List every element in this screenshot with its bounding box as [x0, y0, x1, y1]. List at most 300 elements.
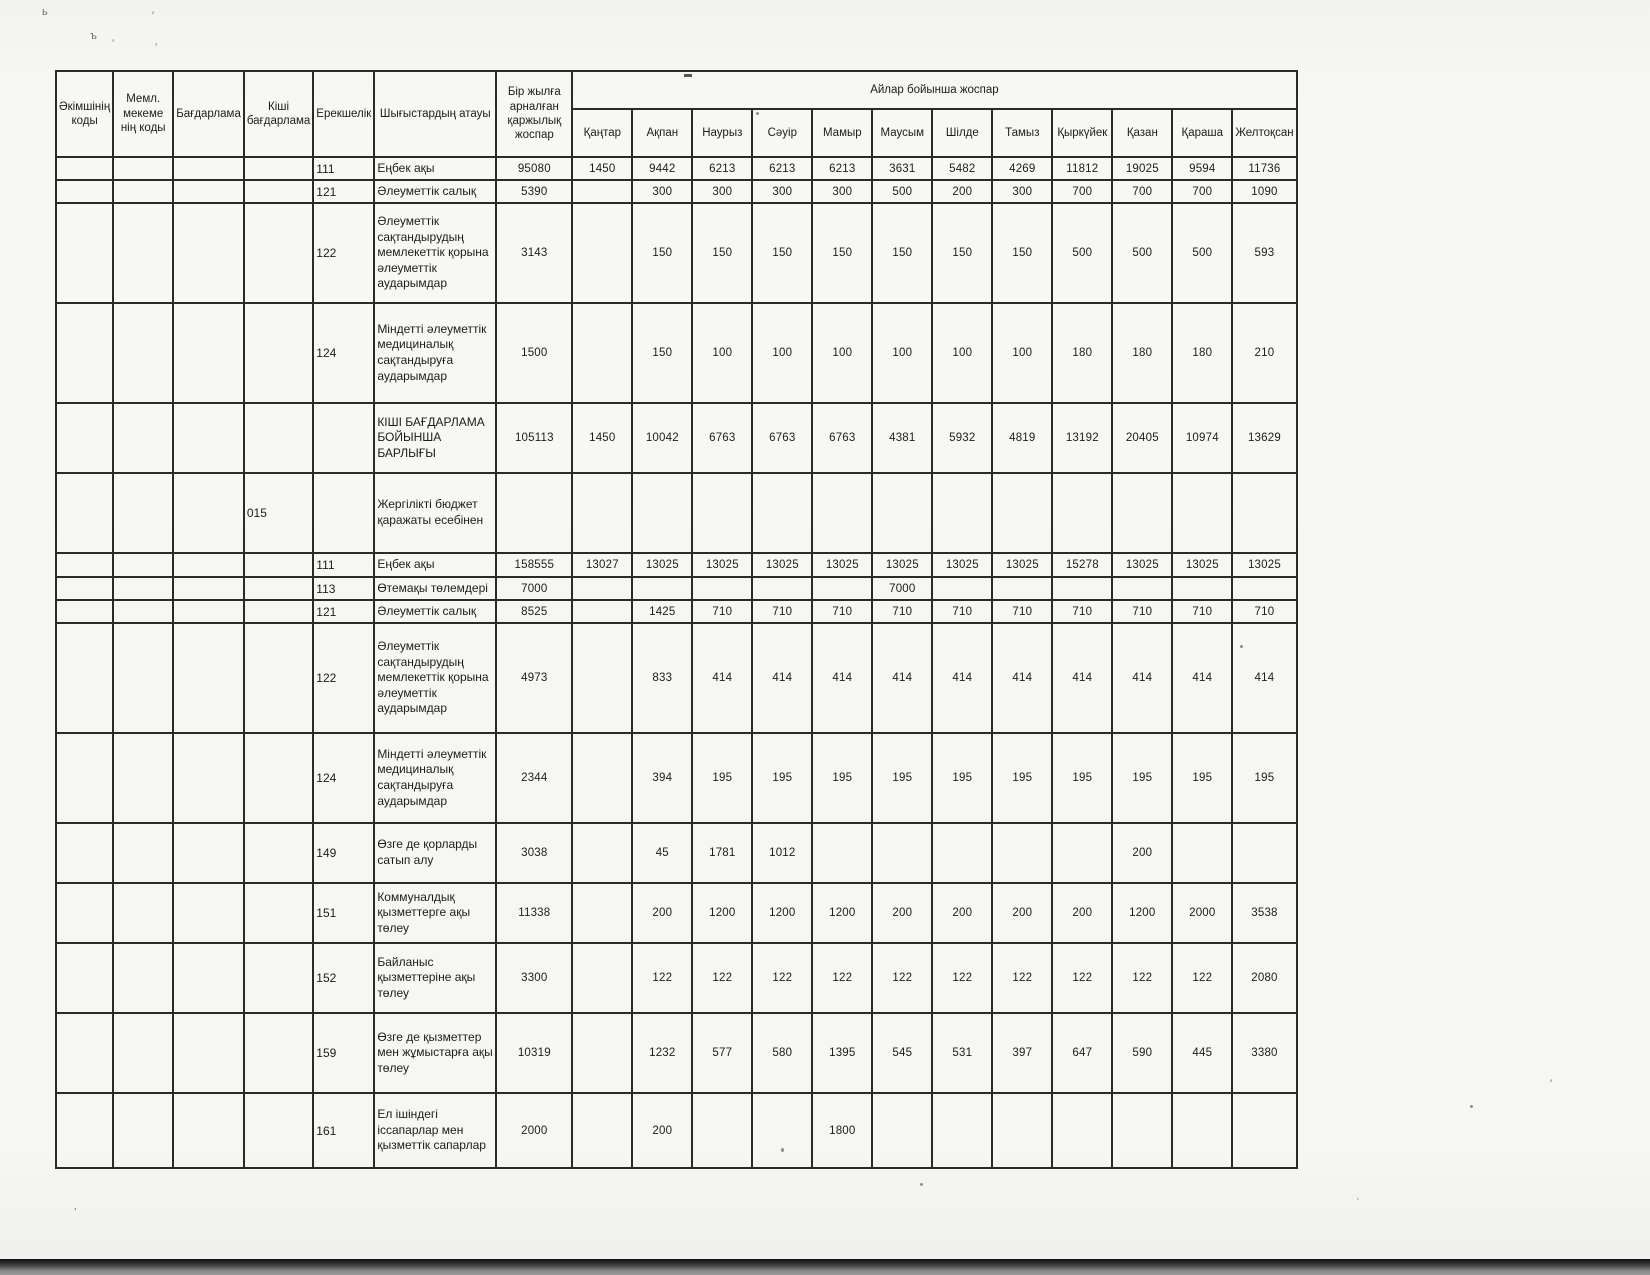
cell-month-value: 700 — [1172, 180, 1232, 203]
cell-annual-plan: 2000 — [496, 1093, 572, 1168]
cell-institution-code — [113, 180, 173, 203]
cell-specificity: 121 — [313, 180, 374, 203]
cell-admin-code — [56, 553, 113, 577]
cell-month-value: 180 — [1052, 303, 1112, 403]
table-row — [56, 883, 1297, 943]
cell-month-value: 300 — [632, 180, 692, 203]
cell-month-value: 414 — [932, 623, 992, 733]
cell-month-value: 122 — [1112, 943, 1172, 1013]
scan-artifact: ʻ — [155, 42, 158, 54]
cell-month-value: 6763 — [692, 403, 752, 473]
cell-month-value: 6213 — [692, 157, 752, 180]
cell-program — [173, 823, 244, 883]
cell-month-value: 414 — [1112, 623, 1172, 733]
cell-month-value: 200 — [1112, 823, 1172, 883]
scan-artifact: ь — [42, 6, 48, 18]
cell-month-value: 122 — [992, 943, 1052, 1013]
cell-month-value: 195 — [1172, 733, 1232, 823]
cell-month-value — [1172, 823, 1232, 883]
cell-month-value: 1395 — [812, 1013, 872, 1093]
cell-subprogram — [244, 1013, 313, 1093]
cell-month-value: 200 — [872, 883, 932, 943]
cell-month-value — [872, 473, 932, 553]
cell-month-value: 2080 — [1232, 943, 1296, 1013]
cell-subprogram — [244, 303, 313, 403]
cell-month-value — [572, 883, 632, 943]
cell-month-value: 150 — [812, 203, 872, 303]
cell-month-value — [992, 473, 1052, 553]
column-group-header-months: Айлар бойынша жоспар — [572, 71, 1296, 109]
cell-institution-code — [113, 623, 173, 733]
cell-month-value: 710 — [872, 600, 932, 623]
cell-annual-plan: 5390 — [496, 180, 572, 203]
cell-expense-name: Өзге де қорларды сатып алу — [374, 823, 496, 883]
cell-month-value: 414 — [1172, 623, 1232, 733]
cell-month-value — [932, 1093, 992, 1168]
cell-specificity: 151 — [313, 883, 374, 943]
cell-program — [173, 157, 244, 180]
cell-institution-code — [113, 403, 173, 473]
cell-annual-plan: 3300 — [496, 943, 572, 1013]
cell-subprogram — [244, 553, 313, 577]
cell-expense-name: Өтемақы төлемдері — [374, 577, 496, 600]
cell-expense-name: Әлеуметтік салық — [374, 600, 496, 623]
cell-month-value: 1200 — [1112, 883, 1172, 943]
cell-month-value: 122 — [632, 943, 692, 1013]
cell-admin-code — [56, 600, 113, 623]
cell-specificity: 113 — [313, 577, 374, 600]
column-header-admin-code: Әкімшінің коды — [56, 71, 113, 157]
cell-month-value — [1172, 1093, 1232, 1168]
cell-admin-code — [56, 623, 113, 733]
cell-month-value: 122 — [1052, 943, 1112, 1013]
header-row-top — [56, 71, 1297, 109]
cell-month-value — [752, 473, 812, 553]
cell-month-value: 4269 — [992, 157, 1052, 180]
cell-month-value: 1200 — [692, 883, 752, 943]
cell-month-value: 100 — [812, 303, 872, 403]
cell-subprogram — [244, 157, 313, 180]
cell-month-value: 200 — [992, 883, 1052, 943]
cell-month-value — [1172, 577, 1232, 600]
cell-month-value: 300 — [992, 180, 1052, 203]
cell-month-value: 195 — [992, 733, 1052, 823]
cell-month-value: 4819 — [992, 403, 1052, 473]
cell-month-value — [1232, 823, 1296, 883]
table-row — [56, 473, 1297, 553]
month-header: Желтоқсан — [1232, 109, 1296, 157]
cell-annual-plan: 7000 — [496, 577, 572, 600]
cell-month-value: 11812 — [1052, 157, 1112, 180]
cell-subprogram — [244, 823, 313, 883]
cell-month-value: 13027 — [572, 553, 632, 577]
cell-subprogram — [244, 180, 313, 203]
scan-artifact: ‚ — [74, 1200, 77, 1212]
cell-month-value — [572, 577, 632, 600]
cell-admin-code — [56, 733, 113, 823]
cell-specificity: 149 — [313, 823, 374, 883]
cell-month-value: 210 — [1232, 303, 1296, 403]
cell-month-value — [752, 577, 812, 600]
cell-month-value: 710 — [692, 600, 752, 623]
cell-admin-code — [56, 883, 113, 943]
cell-expense-name: Жергілікті бюджет қаражаты есебінен — [374, 473, 496, 553]
column-header-expense-name: Шығыстардың атауы — [374, 71, 496, 157]
cell-month-value: 500 — [872, 180, 932, 203]
cell-month-value: 13025 — [872, 553, 932, 577]
cell-subprogram — [244, 883, 313, 943]
cell-month-value: 710 — [932, 600, 992, 623]
cell-month-value: 200 — [932, 180, 992, 203]
cell-annual-plan: 105113 — [496, 403, 572, 473]
cell-month-value: 13192 — [1052, 403, 1112, 473]
cell-subprogram — [244, 577, 313, 600]
cell-program — [173, 1093, 244, 1168]
cell-month-value: 1425 — [632, 600, 692, 623]
cell-month-value: 200 — [1052, 883, 1112, 943]
column-header-annual-plan: Бір жылға арналған қаржылық жоспар — [496, 71, 572, 157]
cell-month-value: 195 — [812, 733, 872, 823]
cell-specificity: 124 — [313, 303, 374, 403]
scan-artifact: · — [1356, 1193, 1360, 1205]
cell-month-value — [572, 180, 632, 203]
cell-month-value: 100 — [992, 303, 1052, 403]
cell-month-value — [572, 303, 632, 403]
cell-institution-code — [113, 943, 173, 1013]
cell-month-value: 195 — [1112, 733, 1172, 823]
cell-month-value: 700 — [1112, 180, 1172, 203]
cell-month-value: 414 — [752, 623, 812, 733]
cell-month-value — [1232, 577, 1296, 600]
cell-annual-plan — [496, 473, 572, 553]
column-header-program: Бағдарлама — [173, 71, 244, 157]
cell-program — [173, 1013, 244, 1093]
month-header: Маусым — [872, 109, 932, 157]
cell-month-value: 593 — [1232, 203, 1296, 303]
cell-month-value — [752, 1093, 812, 1168]
cell-month-value: 4381 — [872, 403, 932, 473]
table-row — [56, 303, 1297, 403]
cell-institution-code — [113, 157, 173, 180]
cell-month-value — [572, 733, 632, 823]
cell-expense-name: Еңбек ақы — [374, 553, 496, 577]
cell-expense-name: Міндетті әлеуметтік медициналық сақтандыруға аударымдар — [374, 303, 496, 403]
cell-month-value: 710 — [1052, 600, 1112, 623]
cell-month-value — [692, 577, 752, 600]
cell-month-value: 13025 — [992, 553, 1052, 577]
cell-month-value: 710 — [752, 600, 812, 623]
cell-month-value: 100 — [692, 303, 752, 403]
table-row — [56, 823, 1297, 883]
cell-expense-name: Әлеуметтік салық — [374, 180, 496, 203]
cell-annual-plan: 95080 — [496, 157, 572, 180]
cell-month-value: 1200 — [752, 883, 812, 943]
cell-institution-code — [113, 303, 173, 403]
table-row — [56, 623, 1297, 733]
cell-month-value: 3538 — [1232, 883, 1296, 943]
cell-institution-code — [113, 883, 173, 943]
cell-month-value: 100 — [752, 303, 812, 403]
cell-month-value: 195 — [1052, 733, 1112, 823]
cell-month-value: 414 — [1232, 623, 1296, 733]
month-header: Қараша — [1172, 109, 1232, 157]
cell-month-value — [932, 823, 992, 883]
cell-month-value: 2000 — [1172, 883, 1232, 943]
cell-subprogram — [244, 623, 313, 733]
cell-month-value: 13025 — [812, 553, 872, 577]
cell-month-value: 195 — [752, 733, 812, 823]
table-row — [56, 1093, 1297, 1168]
cell-program — [173, 473, 244, 553]
cell-specificity: 121 — [313, 600, 374, 623]
cell-specificity: 161 — [313, 1093, 374, 1168]
cell-month-value: 445 — [1172, 1013, 1232, 1093]
cell-month-value: 19025 — [1112, 157, 1172, 180]
cell-month-value — [572, 1093, 632, 1168]
scan-artifact — [920, 1183, 923, 1186]
cell-month-value: 500 — [1052, 203, 1112, 303]
column-header-specificity: Ерекшелік — [313, 71, 374, 157]
cell-month-value: 710 — [1172, 600, 1232, 623]
cell-month-value — [1112, 577, 1172, 600]
cell-month-value — [572, 623, 632, 733]
cell-program — [173, 403, 244, 473]
cell-subprogram — [244, 203, 313, 303]
cell-institution-code — [113, 600, 173, 623]
cell-month-value — [872, 1093, 932, 1168]
cell-institution-code — [113, 203, 173, 303]
cell-expense-name: Өзге де қызметтер мен жұмыстарға ақы төлеу — [374, 1013, 496, 1093]
cell-month-value — [992, 1093, 1052, 1168]
month-header: Наурыз — [692, 109, 752, 157]
cell-month-value: 414 — [812, 623, 872, 733]
cell-month-value — [1232, 1093, 1296, 1168]
cell-expense-name: Әлеуметтік сақтандырудың мемлекеттік қорына әлеуметтік аударымдар — [374, 623, 496, 733]
cell-annual-plan: 10319 — [496, 1013, 572, 1093]
cell-program — [173, 303, 244, 403]
column-header-institution-code: Мемл. мекеме нің коды — [113, 71, 173, 157]
cell-month-value: 414 — [1052, 623, 1112, 733]
cell-month-value — [572, 203, 632, 303]
scan-artifact: ʻ — [112, 38, 115, 50]
cell-month-value: 647 — [1052, 1013, 1112, 1093]
cell-month-value — [872, 823, 932, 883]
cell-month-value: 200 — [632, 883, 692, 943]
cell-month-value: 13025 — [1112, 553, 1172, 577]
month-header: Қыркүйек — [1052, 109, 1112, 157]
cell-month-value: 833 — [632, 623, 692, 733]
cell-month-value: 710 — [812, 600, 872, 623]
cell-month-value — [692, 473, 752, 553]
scanner-edge-strip — [0, 1259, 1650, 1275]
cell-subprogram: 015 — [244, 473, 313, 553]
cell-month-value: 1232 — [632, 1013, 692, 1093]
cell-month-value — [632, 473, 692, 553]
cell-month-value: 195 — [692, 733, 752, 823]
cell-institution-code — [113, 553, 173, 577]
cell-month-value — [572, 823, 632, 883]
cell-expense-name: Әлеуметтік сақтандырудың мемлекеттік қорына әлеуметтік аударымдар — [374, 203, 496, 303]
cell-institution-code — [113, 473, 173, 553]
cell-month-value: 1800 — [812, 1093, 872, 1168]
cell-month-value — [932, 473, 992, 553]
cell-month-value: 710 — [1232, 600, 1296, 623]
cell-annual-plan: 11338 — [496, 883, 572, 943]
cell-month-value: 13629 — [1232, 403, 1296, 473]
cell-specificity — [313, 473, 374, 553]
cell-specificity: 111 — [313, 157, 374, 180]
cell-month-value — [1172, 473, 1232, 553]
cell-expense-name: КІШІ БАҒДАРЛАМА БОЙЫНША БАРЛЫҒЫ — [374, 403, 496, 473]
cell-month-value: 414 — [992, 623, 1052, 733]
cell-month-value: 3631 — [872, 157, 932, 180]
cell-month-value — [572, 1013, 632, 1093]
cell-month-value: 195 — [932, 733, 992, 823]
cell-month-value: 100 — [932, 303, 992, 403]
cell-month-value — [632, 577, 692, 600]
column-header-subprogram: Кіші бағдарлама — [244, 71, 313, 157]
cell-month-value: 150 — [992, 203, 1052, 303]
budget-table — [55, 70, 1298, 1169]
cell-month-value: 700 — [1052, 180, 1112, 203]
cell-month-value: 150 — [692, 203, 752, 303]
month-header: Шілде — [932, 109, 992, 157]
month-header: Сәуір — [752, 109, 812, 157]
cell-month-value: 5482 — [932, 157, 992, 180]
cell-month-value: 9594 — [1172, 157, 1232, 180]
cell-month-value: 531 — [932, 1013, 992, 1093]
cell-month-value: 9442 — [632, 157, 692, 180]
cell-specificity: 122 — [313, 623, 374, 733]
cell-month-value: 545 — [872, 1013, 932, 1093]
cell-annual-plan: 3038 — [496, 823, 572, 883]
cell-month-value: 7000 — [872, 577, 932, 600]
cell-month-value: 13025 — [692, 553, 752, 577]
cell-specificity: 124 — [313, 733, 374, 823]
cell-month-value: 195 — [872, 733, 932, 823]
cell-month-value — [932, 577, 992, 600]
cell-month-value: 300 — [752, 180, 812, 203]
table-row — [56, 1013, 1297, 1093]
cell-month-value — [572, 943, 632, 1013]
cell-month-value: 200 — [932, 883, 992, 943]
cell-month-value: 500 — [1172, 203, 1232, 303]
cell-month-value: 6213 — [752, 157, 812, 180]
month-header: Қазан — [1112, 109, 1172, 157]
cell-month-value: 710 — [1112, 600, 1172, 623]
cell-admin-code — [56, 577, 113, 600]
cell-month-value — [1052, 577, 1112, 600]
cell-expense-name: Байланыс қызметтеріне ақы төлеу — [374, 943, 496, 1013]
cell-month-value: 122 — [752, 943, 812, 1013]
cell-month-value: 590 — [1112, 1013, 1172, 1093]
cell-month-value: 122 — [692, 943, 752, 1013]
cell-expense-name: Еңбек ақы — [374, 157, 496, 180]
cell-month-value: 150 — [632, 203, 692, 303]
cell-institution-code — [113, 577, 173, 600]
cell-month-value: 397 — [992, 1013, 1052, 1093]
cell-month-value: 122 — [812, 943, 872, 1013]
cell-month-value: 150 — [932, 203, 992, 303]
cell-expense-name: Коммуналдық қызметтерге ақы төлеу — [374, 883, 496, 943]
cell-institution-code — [113, 733, 173, 823]
cell-annual-plan: 8525 — [496, 600, 572, 623]
cell-subprogram — [244, 733, 313, 823]
cell-annual-plan: 1500 — [496, 303, 572, 403]
cell-admin-code — [56, 1093, 113, 1168]
cell-expense-name: Ел ішіндегі іссапарлар мен қызметтік сапарлар — [374, 1093, 496, 1168]
cell-program — [173, 733, 244, 823]
table-row — [56, 157, 1297, 180]
cell-month-value: 45 — [632, 823, 692, 883]
cell-month-value: 5932 — [932, 403, 992, 473]
cell-month-value: 150 — [752, 203, 812, 303]
cell-month-value: 20405 — [1112, 403, 1172, 473]
cell-month-value: 1012 — [752, 823, 812, 883]
cell-month-value: 1200 — [812, 883, 872, 943]
cell-month-value — [692, 1093, 752, 1168]
cell-specificity: 111 — [313, 553, 374, 577]
cell-program — [173, 600, 244, 623]
cell-program — [173, 883, 244, 943]
cell-month-value: 13025 — [632, 553, 692, 577]
cell-month-value: 394 — [632, 733, 692, 823]
cell-month-value — [1112, 473, 1172, 553]
scan-artifact: ъ — [90, 30, 97, 42]
cell-month-value: 1090 — [1232, 180, 1296, 203]
cell-month-value: 10042 — [632, 403, 692, 473]
cell-month-value: 100 — [872, 303, 932, 403]
cell-program — [173, 180, 244, 203]
cell-admin-code — [56, 403, 113, 473]
month-header: Қаңтар — [572, 109, 632, 157]
table-row — [56, 733, 1297, 823]
cell-subprogram — [244, 1093, 313, 1168]
cell-specificity: 152 — [313, 943, 374, 1013]
cell-month-value: 1450 — [572, 403, 632, 473]
cell-month-value — [992, 577, 1052, 600]
scan-artifact — [1470, 1105, 1473, 1108]
cell-program — [173, 553, 244, 577]
cell-month-value — [812, 823, 872, 883]
cell-program — [173, 577, 244, 600]
cell-month-value: 15278 — [1052, 553, 1112, 577]
cell-month-value — [1052, 823, 1112, 883]
cell-subprogram — [244, 403, 313, 473]
cell-annual-plan: 158555 — [496, 553, 572, 577]
table-row — [56, 180, 1297, 203]
cell-annual-plan: 2344 — [496, 733, 572, 823]
cell-institution-code — [113, 823, 173, 883]
cell-month-value: 414 — [872, 623, 932, 733]
month-header: Ақпан — [632, 109, 692, 157]
cell-month-value: 180 — [1112, 303, 1172, 403]
table-row — [56, 600, 1297, 623]
cell-month-value — [812, 577, 872, 600]
month-header: Тамыз — [992, 109, 1052, 157]
month-header: Мамыр — [812, 109, 872, 157]
cell-subprogram — [244, 943, 313, 1013]
cell-month-value: 10974 — [1172, 403, 1232, 473]
scan-artifact: ′ — [1550, 1078, 1553, 1090]
cell-month-value: 500 — [1112, 203, 1172, 303]
cell-program — [173, 203, 244, 303]
cell-month-value: 150 — [632, 303, 692, 403]
cell-subprogram — [244, 600, 313, 623]
cell-month-value: 300 — [812, 180, 872, 203]
cell-specificity: 122 — [313, 203, 374, 303]
cell-month-value: 6763 — [812, 403, 872, 473]
